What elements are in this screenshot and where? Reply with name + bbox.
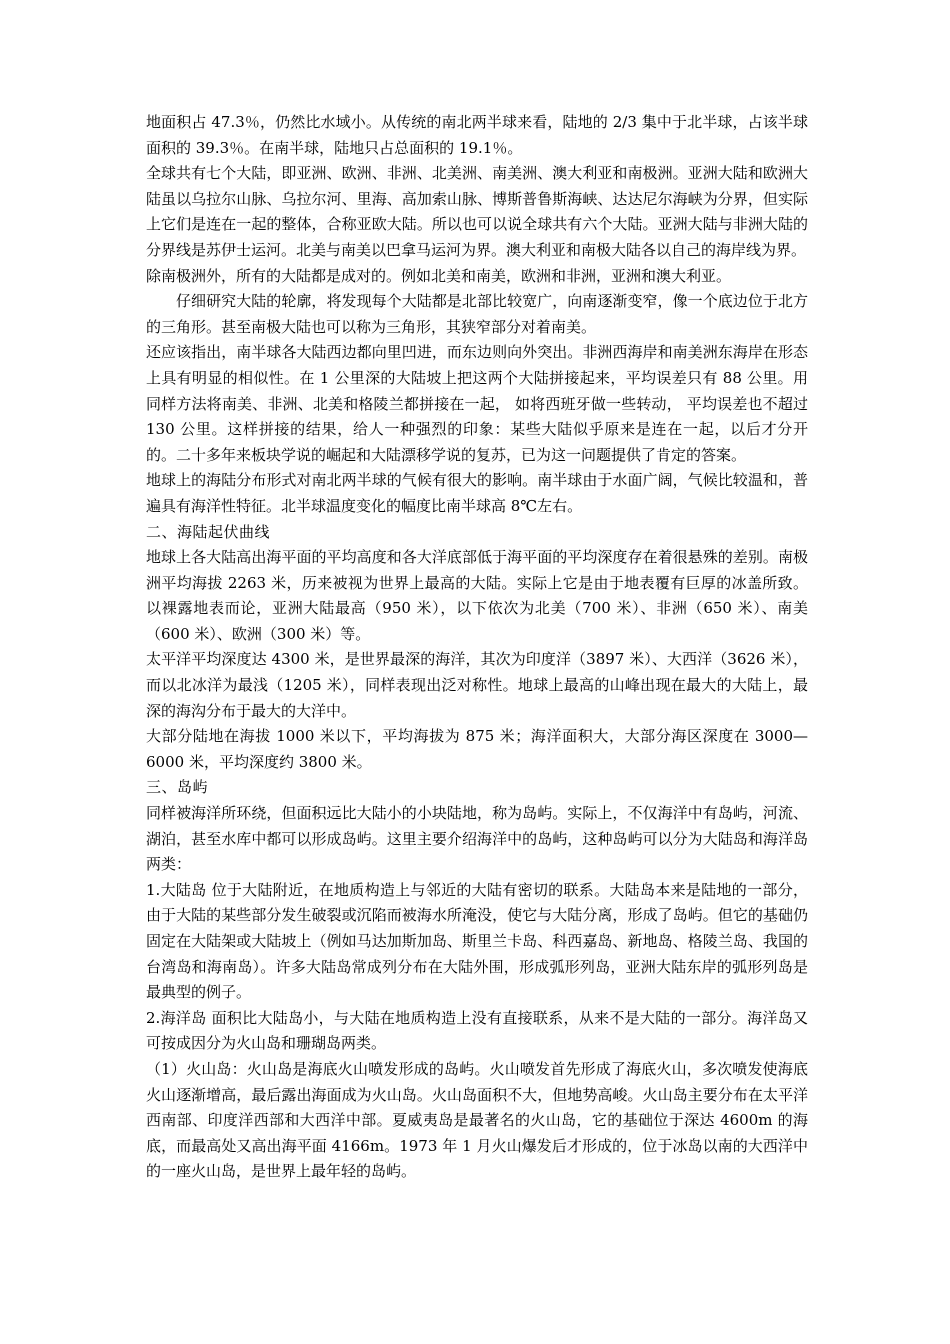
paragraph-island-definition: 同样被海洋所环绕，但面积远比大陆小的小块陆地，称为岛屿。实际上，不仅海洋中有岛屿，河流、湖泊，甚至水库中都可以形成岛屿。这里主要介绍海洋中的岛屿，这种岛屿可以分为大陆岛和海洋岛两类： bbox=[146, 804, 808, 874]
paragraph-average-altitude: 大部分陆地在海拔 1000 米以下，平均海拔为 875 米；海洋面积大，大部分海区深度在 3000—6000 米，平均深度约 3800 米。 bbox=[146, 727, 808, 771]
paragraph-continent-outline: 仔细研究大陆的轮廓，将发现每个大陆都是北部比较宽广，向南逐渐变窄，像一个底边位于北方的三角形。甚至南极大陆也可以称为三角形，其狭窄部分对着南美。 bbox=[146, 292, 808, 336]
paragraph-paired-continents: 除南极洲外，所有的大陆都是成对的。例如北美和南美，欧洲和非洲，亚洲和澳大利亚。 bbox=[146, 266, 732, 285]
document-body bbox=[146, 110, 808, 1185]
paragraph-continental-island: 1.大陆岛 位于大陆附近，在地质构造上与邻近的大陆有密切的联系。大陆岛本来是陆地的一部分，由于大陆的某些部分发生破裂或沉陷而被海水所淹没，使它与大陆分离，形成了岛屿。但它的基础仍固定在大陆架或大陆坡上（例如马达加斯加岛、斯里兰卡岛、科西嘉岛、新地岛、格陵兰岛、我国的台湾岛和海南岛）。许多大陆岛常成列分布在大陆外围，形成弧形列岛，亚洲大陆东岸的弧形列岛是最典型的例子。 bbox=[146, 880, 808, 1002]
section-heading-islands: 三、岛屿 bbox=[146, 778, 209, 797]
paragraph-coastline-fit: 还应该指出，南半球各大陆西边都向里凹进，而东边则向外突出。非洲西海岸和南美洲东海岸在形态上具有明显的相似性。在 1 公里深的大陆坡上把这两个大陆拼接起来，平均误差只有 88 公里。用同样方法将南美、非洲、北美和格陵兰都拼接在一起， 如将西班牙做一些转动， 平均误差也不超过 130 公里。这样拼接的结果，给人一种强烈的印象：某些大陆似乎原来是连在一起，以后才分开的。二十多年来板块学说的崛起和大陆漂移学说的复苏，已为这一问题提供了肯定的答案。 bbox=[146, 343, 808, 464]
paragraph-climate-influence: 地球上的海陆分布形式对南北两半球的气候有很大的影响。南半球由于水面广阔，气候比较温和，普遍具有海洋性特征。北半球温度变化的幅度比南半球高 8℃左右。 bbox=[146, 471, 808, 515]
paragraph-ocean-depth: 太平洋平均深度达 4300 米，是世界最深的海洋，其次为印度洋（3897 米）、大西洋（3626 米），而以北冰洋为最浅（1205 米），同样表现出泛对称性。地球上最高的山峰出现在最大的大陆上，最深的海沟分布于最大的大洋中。 bbox=[146, 650, 808, 720]
section-heading-hypsometric-curve: 二、海陆起伏曲线 bbox=[146, 522, 271, 541]
paragraph-seven-continents: 全球共有七个大陆，即亚洲、欧洲、非洲、北美洲、南美洲、澳大利亚和南极洲。亚洲大陆和欧洲大陆虽以乌拉尔山脉、乌拉尔河、里海、高加索山脉、博斯普鲁斯海峡、达达尼尔海峡为分界，但实际上它们是连在一起的整体，合称亚欧大陆。所以也可以说全球共有六个大陆。亚洲大陆与非洲大陆的分界线是苏伊士运河。北美与南美以巴拿马运河为界。澳大利亚和南极大陆各以自己的海岸线为界。 bbox=[146, 164, 808, 259]
paragraph-volcanic-island: （1）火山岛：火山岛是海底火山喷发形成的岛屿。火山喷发首先形成了海底火山，多次喷发使海底火山逐渐增高，最后露出海面成为火山岛。火山岛面积不大，但地势高峻。火山岛主要分布在太平洋西南部、印度洋西部和大西洋中部。夏威夷岛是最著名的火山岛，它的基础位于深达 4600m 的海底，而最高处又高出海平面 4166m。1973 年 1 月火山爆发后才形成的，位于冰岛以南的大西洋中的一座火山岛，是世界上最年轻的岛屿。 bbox=[146, 1059, 808, 1181]
paragraph-continent-elevation: 地球上各大陆高出海平面的平均高度和各大洋底部低于海平面的平均深度存在着很悬殊的差别。南极洲平均海拔 2263 米，历来被视为世界上最高的大陆。实际上它是由于地表覆有巨厚的冰盖所致。以裸露地表而论，亚洲大陆最高（950 米），以下依次为北美（700 米）、非洲（650 米）、南美（600 米）、欧洲（300 米）等。 bbox=[146, 548, 808, 643]
paragraph-land-area: 地面积占 47.3％，仍然比水域小。从传统的南北两半球来看，陆地的 2/3 集中于北半球，占该半球面积的 39.3％。在南半球，陆地只占总面积的 19.1％。 bbox=[146, 113, 808, 157]
paragraph-oceanic-island: 2.海洋岛 面积比大陆岛小，与大陆在地质构造上没有直接联系，从来不是大陆的一部分。海洋岛又可按成因分为火山岛和珊瑚岛两类。 bbox=[146, 1008, 808, 1053]
